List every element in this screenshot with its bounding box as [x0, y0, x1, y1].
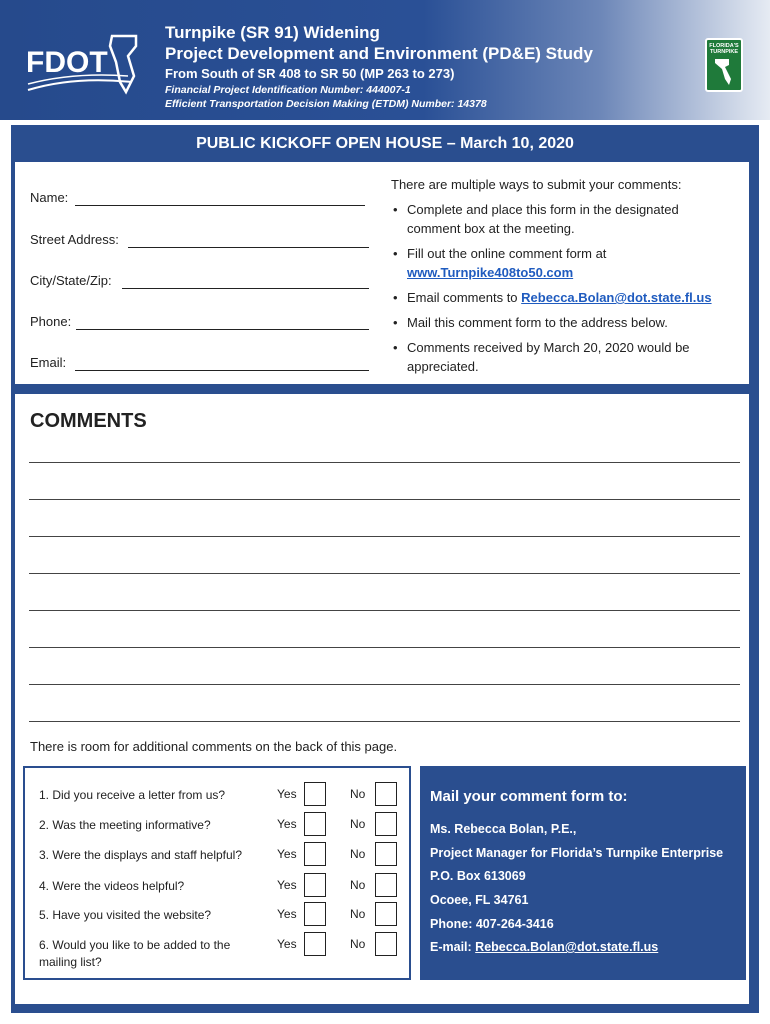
- page-footer: Public Kickoff Open House (5:30 p.m. to 7:30 p.m.) ♦ Tuesday, March 10, 2020 ♦ Ocoee Lakeshore Center ♦ 125 North Lakeshore Drive, Ocoee, FL 34761: [43, 989, 727, 1000]
- yes-checkbox[interactable]: [304, 842, 326, 866]
- website-link[interactable]: www.Turnpike408to50.com: [407, 265, 574, 280]
- email-label: Email:: [30, 355, 67, 370]
- header-title-line1: Turnpike (SR 91) Widening: [165, 23, 380, 42]
- no-checkbox[interactable]: [375, 782, 397, 806]
- question-label: 2. Was the meeting informative?: [39, 818, 211, 832]
- email-link[interactable]: Rebecca.Bolan@dot.state.fl.us: [521, 290, 712, 305]
- comment-line[interactable]: [29, 721, 740, 722]
- yes-label: Yes: [277, 817, 297, 831]
- question-label: 1. Did you receive a letter from us?: [39, 788, 226, 802]
- questionnaire: [23, 766, 411, 980]
- no-checkbox[interactable]: [375, 842, 397, 866]
- no-checkbox[interactable]: [375, 902, 397, 926]
- po-box: P.O. Box 613069: [430, 869, 526, 883]
- no-checkbox[interactable]: [375, 812, 397, 836]
- yes-label: Yes: [277, 847, 297, 861]
- etdm-number: Efficient Transportation Decision Making (ETDM) Number: 14378: [165, 98, 487, 110]
- yes-checkbox[interactable]: [304, 873, 326, 897]
- question-row: [25, 906, 409, 936]
- no-label: No: [350, 847, 366, 861]
- question-row: [25, 877, 409, 907]
- yes-label: Yes: [277, 937, 297, 951]
- list-item: [393, 288, 733, 307]
- header-subtitle: From South of SR 408 to SR 50 (MP 263 to 273): [165, 66, 455, 81]
- list-item: [393, 200, 733, 238]
- fdot-logo: [24, 32, 144, 98]
- question-row: [25, 816, 409, 846]
- comment-line[interactable]: [29, 573, 740, 574]
- yes-checkbox[interactable]: [304, 812, 326, 836]
- yes-checkbox[interactable]: [304, 902, 326, 926]
- florida-turnpike-logo: [705, 38, 743, 92]
- mail-city: Ocoee, FL 34761: [430, 893, 529, 907]
- no-label: No: [350, 937, 366, 951]
- mail-email-link[interactable]: Rebecca.Bolan@dot.state.fl.us: [475, 940, 659, 954]
- comment-line[interactable]: [29, 684, 740, 685]
- question-label: 4. Were the videos helpful?: [39, 879, 185, 893]
- email-comments-text: Email comments to: [407, 290, 518, 305]
- no-label: No: [350, 878, 366, 892]
- no-checkbox[interactable]: [375, 873, 397, 897]
- online-form-text: Fill out the online comment form at: [407, 246, 607, 261]
- no-label: No: [350, 817, 366, 831]
- page-header: [0, 0, 770, 120]
- florida-state-icon: [713, 57, 737, 87]
- submit-ways-title: There are multiple ways to submit your comments:: [391, 177, 682, 192]
- kickoff-title: PUBLIC KICKOFF OPEN HOUSE – March 10, 2020: [196, 135, 574, 152]
- question-label: 3. Were the displays and staff helpful?: [39, 848, 243, 862]
- bullet-text: Comments received by March 20, 2020 would be appreciated.: [407, 340, 690, 374]
- no-checkbox[interactable]: [375, 932, 397, 956]
- list-item: [393, 313, 733, 332]
- comment-line[interactable]: [29, 462, 740, 463]
- form-frame: [11, 125, 759, 1013]
- additional-comments-note: There is room for additional comments on the back of this page.: [30, 739, 398, 754]
- comments-title: COMMENTS: [30, 410, 147, 432]
- comment-line[interactable]: [29, 536, 740, 537]
- street-address-label: Street Address:: [30, 232, 119, 247]
- city-state-zip-label: City/State/Zip:: [30, 273, 112, 288]
- question-row: [25, 846, 409, 876]
- question-label: 5. Have you visited the website?: [39, 908, 212, 922]
- mail-address-panel: [420, 766, 746, 980]
- recipient-role: Project Manager for Florida’s Turnpike Enterprise: [430, 846, 724, 860]
- comment-line[interactable]: [29, 499, 740, 500]
- financial-project-id: Financial Project Identification Number: 444007-1: [165, 84, 411, 96]
- name-field[interactable]: [75, 205, 365, 206]
- phone-field[interactable]: [76, 329, 369, 330]
- city-state-zip-field[interactable]: [122, 288, 369, 289]
- bullet-icon: •: [393, 340, 398, 355]
- yes-checkbox[interactable]: [304, 932, 326, 956]
- bullet-text: Complete and place this form in the designated comment box at the meeting.: [407, 202, 679, 236]
- phone-label: Phone:: [30, 314, 72, 329]
- turnpike-logo-text: FLORIDA'S TURNPIKE: [709, 43, 739, 55]
- bullet-text: Mail this comment form to the address below.: [407, 315, 668, 330]
- mail-email-label: E-mail:: [430, 940, 472, 954]
- yes-label: Yes: [277, 907, 297, 921]
- question-row: [25, 786, 409, 816]
- street-address-field[interactable]: [128, 247, 369, 248]
- bullet-icon: •: [393, 290, 398, 305]
- mail-title: Mail your comment form to:: [430, 788, 628, 805]
- name-label: Name:: [30, 190, 69, 205]
- no-label: No: [350, 787, 366, 801]
- bullet-text: [407, 244, 727, 282]
- fdot-logo-text: FDOT: [26, 46, 108, 79]
- mail-phone: Phone: 407-264-3416: [430, 917, 554, 931]
- question-row: [25, 936, 409, 976]
- question-label: 6. Would you like to be added to the mailing list?: [39, 938, 231, 969]
- comment-line[interactable]: [29, 647, 740, 648]
- bullet-icon: •: [393, 315, 398, 330]
- header-title-line2: Project Development and Environment (PD&E) Study: [165, 44, 593, 63]
- list-item: [393, 244, 733, 282]
- yes-checkbox[interactable]: [304, 782, 326, 806]
- header-title: [165, 22, 593, 64]
- no-label: No: [350, 907, 366, 921]
- list-item: [393, 338, 733, 376]
- bullet-icon: •: [393, 202, 398, 217]
- bullet-text: [407, 288, 727, 307]
- comment-line[interactable]: [29, 610, 740, 611]
- bullet-icon: •: [393, 246, 398, 261]
- email-field[interactable]: [75, 370, 369, 371]
- recipient-name: Ms. Rebecca Bolan, P.E.,: [430, 822, 577, 836]
- yes-label: Yes: [277, 787, 297, 801]
- yes-label: Yes: [277, 878, 297, 892]
- mail-email: [430, 940, 658, 954]
